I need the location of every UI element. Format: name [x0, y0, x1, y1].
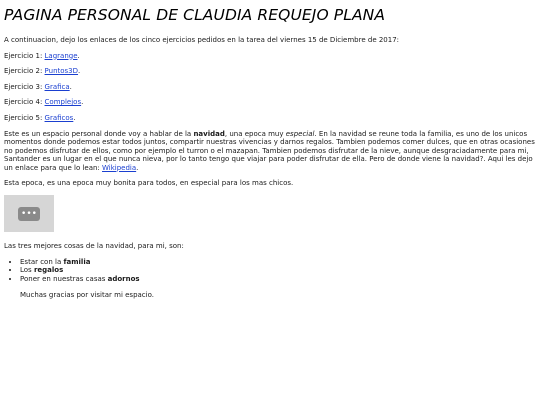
list-item: • Poner en nuestras casas adornos [20, 275, 536, 283]
image-placeholder[interactable] [4, 195, 54, 232]
exercise-4: Ejercicio 4: Complejos. [4, 98, 84, 107]
exercise-link-lagrange[interactable]: Lagrange [44, 51, 78, 60]
season-paragraph: Esta epoca, es una epoca muy bonita para todos, en especial para los mas chicos. [4, 178, 294, 187]
exercise-link-complejos[interactable]: Complejos [44, 98, 82, 107]
chat-bubble-icon: ••• [18, 207, 40, 221]
list-item: • Los regalos [20, 266, 536, 274]
exercise-3: Ejercicio 3: Grafica. [4, 82, 72, 91]
exercise-link-graficos[interactable]: Graficos [44, 113, 74, 122]
exercise-2: Ejercicio 2: Puntos3D. [4, 67, 81, 76]
page-title: PAGINA PERSONAL DE CLAUDIA REQUEJO PLANA [4, 6, 386, 24]
exercise-1: Ejercicio 1: Lagrange. [4, 51, 80, 60]
list-item: • Estar con la familia [20, 258, 536, 266]
exercise-5: Ejercicio 5: Graficos. [4, 113, 76, 122]
best-things-list [4, 258, 536, 283]
wikipedia-link[interactable]: Wikipedia [102, 163, 137, 172]
intro-text: A continuacion, dejo los enlaces de los cinco ejercicios pedidos en la tarea del viernes 15 de Diciembre de 2017: [4, 36, 400, 44]
exercise-link-puntos3d[interactable]: Puntos3D [44, 67, 79, 76]
christmas-paragraph: Este es un espacio personal donde voy a hablar de la navidad, una epoca muy especial. En la navidad se reune toda la familia, es uno de los unicos momentos donde podemos estar todos juntos, compartir nuestras vivencias y darnos regalos. Tambien podemos comer dulces, que en otras ocasiones no podemos disfrutar de ellos, como por ejemplo el turron o el mazapan. Tambien podemos disfrutar de la nieve, aunque desgraciadamente para mi, Santander es un lugar en el que nunca nieva, por lo tanto tengo que viajar para poder disfrutar de ella. Pero de donde viene la navidad?. Aqui les dejo un enlace para que lo lean: Wikipedia. [4, 129, 535, 172]
list-intro: Las tres mejores cosas de la navidad, para mi, son: [4, 242, 184, 251]
thanks-text: Muchas gracias por visitar mi espacio. [20, 290, 154, 299]
exercise-link-grafica[interactable]: Grafica [44, 82, 70, 91]
